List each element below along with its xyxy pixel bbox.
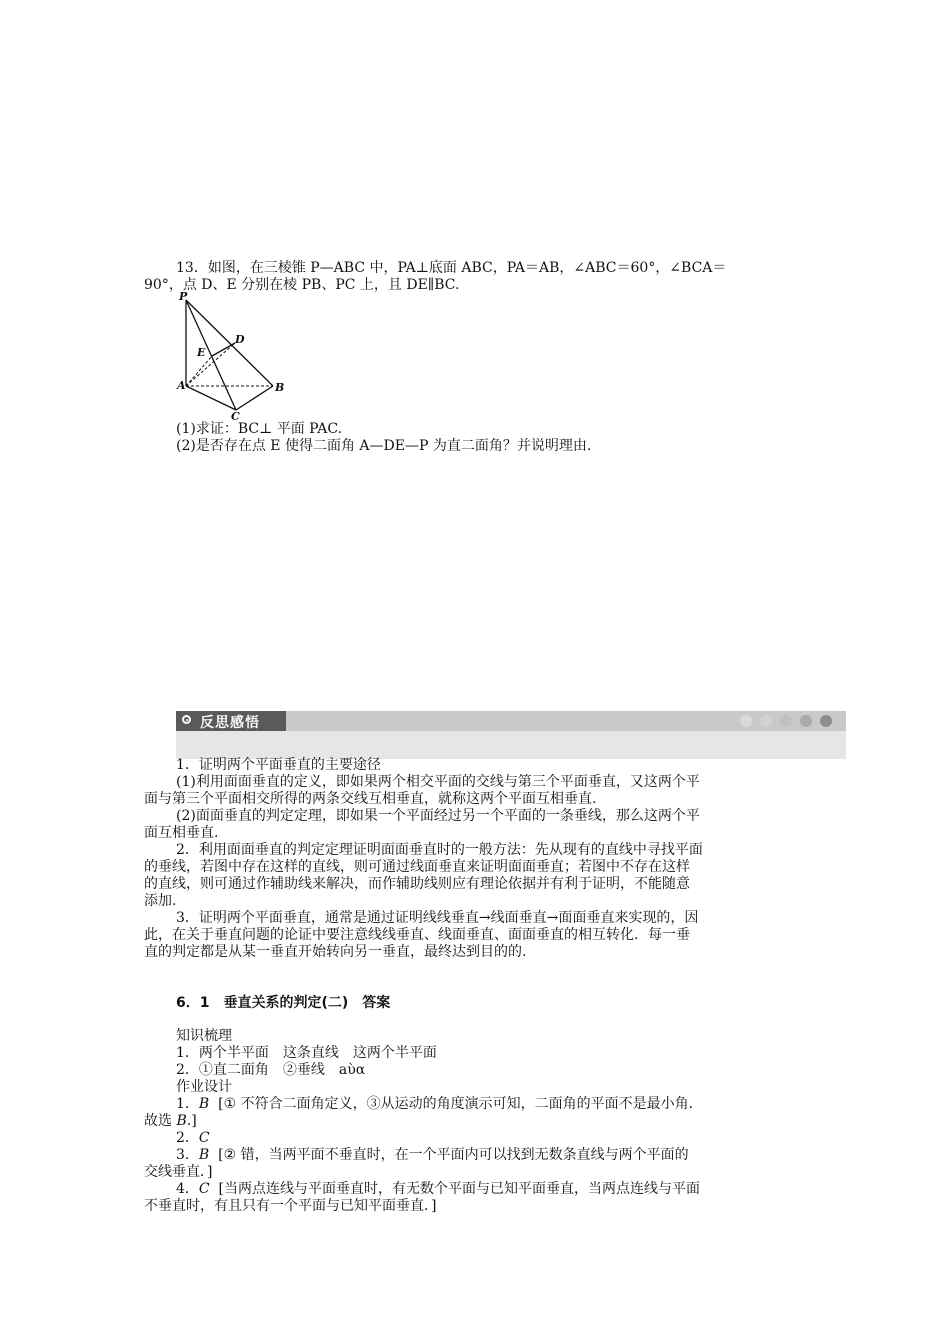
reflection-line: 直的判定都是从某一垂直开始转向另一垂直，最终达到目的的.	[144, 944, 527, 960]
segment-AE-hidden	[186, 356, 212, 386]
bullet-circle-icon	[182, 715, 191, 724]
answer-text: ]	[191, 1113, 197, 1129]
knowledge-item-2: 2．①直二面角 ②垂线 aὺα	[176, 1062, 366, 1078]
banner-bottom-bar	[176, 731, 846, 759]
answer-4	[176, 1181, 700, 1198]
reflection-line: 2．利用面面垂直的判定定理证明面面垂直时的一般方法：先从现有的直线中寻找平面	[176, 842, 703, 858]
answer-4-continued: 不垂直时，有且只有一个平面与已知平面垂直．]	[144, 1198, 437, 1214]
reflection-line: (1)利用面面垂直的定义，即如果两个相交平面的交线与第三个平面垂直，又这两个平	[176, 774, 700, 790]
answer-number: 4．	[176, 1181, 199, 1197]
knowledge-heading: 知识梳理	[176, 1028, 232, 1044]
answer-explanation: [① 不符合二面角定义，③从运动的角度演示可知，二面角的平面不是最小角．	[218, 1096, 703, 1112]
question-1: (1)求证：BC⊥ 平面 PAC.	[176, 421, 343, 437]
label-A: A	[177, 379, 186, 392]
label-B: B	[275, 381, 285, 394]
answer-2	[176, 1130, 210, 1147]
knowledge-item-1: 1．两个半平面 这条直线 这两个半平面	[176, 1045, 437, 1061]
segment-DE	[212, 343, 235, 356]
segment-AD-hidden	[186, 343, 235, 386]
problem-statement-line2: 90°，点 D、E 分别在棱 PB、PC 上，且 DE∥BC.	[144, 277, 460, 293]
edge-AC	[186, 386, 236, 410]
decor-dot-icon	[780, 715, 792, 727]
edge-PC	[186, 300, 236, 410]
answer-text: 故选	[144, 1113, 177, 1129]
homework-heading: 作业设计	[176, 1079, 232, 1095]
question-2: (2)是否存在点 E 使得二面角 A—DE—P 为直二面角？并说明理由.	[176, 438, 592, 454]
answer-explanation: [当两点连线与平面垂直时，有无数个平面与已知平面垂直，当两点连线与平面	[218, 1181, 701, 1197]
answer-explanation: [② 错，当两平面不垂直时，在一个平面内可以找到无数条直线与两个平面的	[218, 1147, 689, 1163]
banner-tab	[176, 711, 286, 731]
reflection-line: (2)面面垂直的判定定理，即如果一个平面经过另一个平面的一条垂线，那么这两个平	[176, 808, 700, 824]
edge-CB	[236, 386, 273, 410]
answer-1-continued	[144, 1113, 197, 1130]
reflection-line: 添加.	[144, 893, 177, 909]
reflection-section-banner	[176, 711, 846, 759]
reflection-line: 的垂线，若图中存在这样的直线，则可通过线面垂直来证明面面垂直；若图中不存在这样	[144, 859, 690, 875]
answer-number: 1．	[176, 1096, 199, 1112]
decor-dot-icon	[760, 715, 772, 727]
answer-number: 2．	[176, 1130, 199, 1146]
decor-dot-icon	[800, 715, 812, 727]
tetrahedron-figure	[168, 286, 298, 422]
label-C: C	[231, 410, 240, 422]
problem-statement-line1: 13．如图，在三棱锥 P—ABC 中，PA⊥底面 ABC，PA＝AB，∠ABC＝60°，∠BCA＝	[176, 260, 727, 276]
answer-letter: B.	[176, 1113, 192, 1129]
answer-letter: B	[198, 1096, 210, 1112]
answers-title: 6．1 垂直关系的判定(二) 答案	[176, 995, 391, 1011]
reflection-line: 1．证明两个平面垂直的主要途径	[176, 757, 381, 773]
answer-number: 3．	[176, 1147, 199, 1163]
answer-1	[176, 1096, 703, 1113]
label-P: P	[179, 290, 188, 303]
answer-3-continued: 交线垂直．]	[144, 1164, 213, 1180]
answer-letter: C	[198, 1130, 210, 1146]
section-title: 反思感悟	[200, 715, 260, 731]
reflection-line: 3．证明两个平面垂直，通常是通过证明线线垂直→线面垂直→面面垂直来实现的，因	[176, 910, 699, 926]
answer-letter: C	[198, 1181, 210, 1197]
label-D: D	[235, 333, 245, 346]
edge-PB	[186, 300, 273, 386]
reflection-line: 面互相垂直.	[144, 825, 219, 841]
reflection-line: 的直线，则可通过作辅助线来解决，而作辅助线则应有理论依据并有利于证明，不能随意	[144, 876, 690, 892]
reflection-line: 此，在关于垂直问题的论证中要注意线线垂直、线面垂直、面面垂直的相互转化．每一垂	[144, 927, 690, 943]
answer-3	[176, 1147, 689, 1164]
label-E: E	[197, 346, 206, 359]
answer-letter: B	[198, 1147, 210, 1163]
decor-dot-icon	[740, 715, 752, 727]
reflection-line: 面与第三个平面相交所得的两条交线互相垂直，就称这两个平面互相垂直.	[144, 791, 597, 807]
decor-dot-icon	[820, 715, 832, 727]
